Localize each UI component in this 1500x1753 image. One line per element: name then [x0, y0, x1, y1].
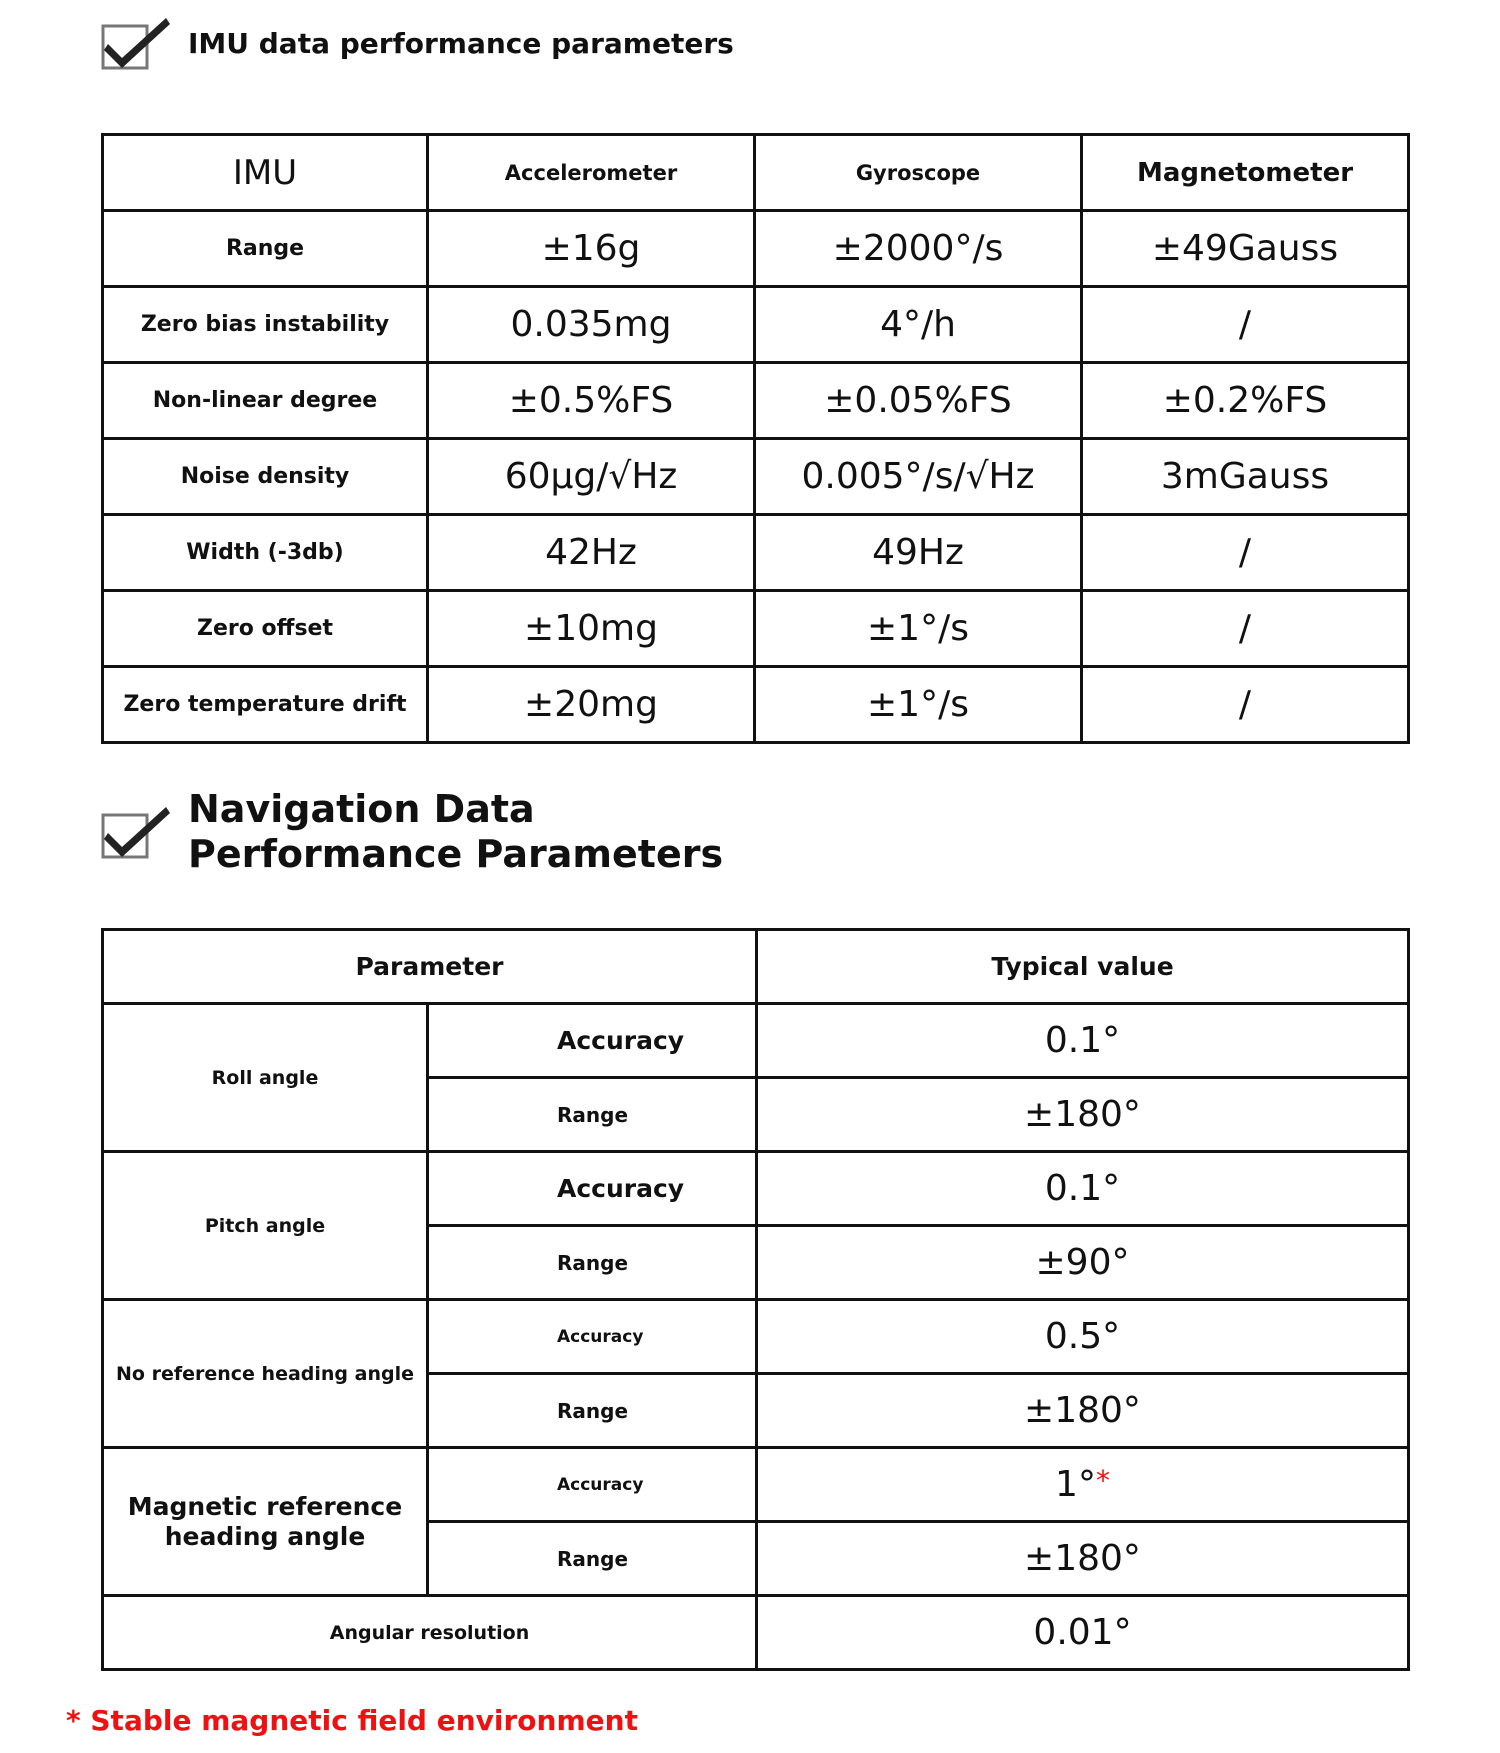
accelerometer-value: ±0.5%FS	[428, 363, 755, 439]
table-row	[103, 667, 1409, 743]
typical-value: ±90°	[757, 1226, 1409, 1300]
table-row	[103, 1448, 1409, 1522]
gyroscope-value: ±0.05%FS	[755, 363, 1082, 439]
gyroscope-value: 4°/h	[755, 287, 1082, 363]
table-row	[103, 1004, 1409, 1078]
typical-value: 0.5°	[757, 1300, 1409, 1374]
navigation-parameters-table	[101, 928, 1410, 1671]
table-row	[103, 363, 1409, 439]
accelerometer-value: ±10mg	[428, 591, 755, 667]
sub-label: Accuracy	[428, 1004, 757, 1078]
table-row	[103, 1596, 1409, 1670]
gyroscope-value: ±1°/s	[755, 667, 1082, 743]
typical-value: 0.1°	[757, 1004, 1409, 1078]
header-imu: IMU	[103, 135, 428, 211]
footnote-marker: *	[1095, 1464, 1110, 1497]
typical-value: ±180°	[757, 1374, 1409, 1448]
magnetometer-value: /	[1082, 515, 1409, 591]
header-accelerometer: Accelerometer	[428, 135, 755, 211]
sub-label: Range	[428, 1226, 757, 1300]
header-gyroscope: Gyroscope	[755, 135, 1082, 211]
checkbox-checked-icon	[100, 14, 172, 72]
row-label: Width (-3db)	[103, 515, 428, 591]
table-row	[103, 439, 1409, 515]
nav-title-line1: Navigation Data	[188, 787, 535, 831]
typical-value: ±180°	[757, 1522, 1409, 1596]
sub-label: Range	[428, 1078, 757, 1152]
table-header-row	[103, 930, 1409, 1004]
nav-section-title	[188, 787, 723, 877]
table-row	[103, 1152, 1409, 1226]
sub-label: Accuracy	[428, 1300, 757, 1374]
sub-label: Range	[428, 1374, 757, 1448]
typical-value: ±180°	[757, 1078, 1409, 1152]
imu-parameters-table	[101, 133, 1410, 744]
checkbox-checked-icon	[100, 803, 172, 861]
table-row	[103, 591, 1409, 667]
sub-label: Accuracy	[428, 1448, 757, 1522]
header-magnetometer: Magnetometer	[1082, 135, 1409, 211]
row-label: Non-linear degree	[103, 363, 428, 439]
accelerometer-value: ±20mg	[428, 667, 755, 743]
accelerometer-value: 60μg/√Hz	[428, 439, 755, 515]
sub-label: Accuracy	[428, 1152, 757, 1226]
group-label: No reference heading angle	[103, 1300, 428, 1448]
row-label: Zero bias instability	[103, 287, 428, 363]
gyroscope-value: ±2000°/s	[755, 211, 1082, 287]
group-label: Pitch angle	[103, 1152, 428, 1300]
nav-title-line2: Performance Parameters	[188, 832, 724, 876]
header-parameter: Parameter	[103, 930, 757, 1004]
table-row	[103, 1300, 1409, 1374]
footnote: * Stable magnetic field environment	[66, 1704, 638, 1737]
magnetometer-value: /	[1082, 287, 1409, 363]
gyroscope-value: 49Hz	[755, 515, 1082, 591]
row-label: Zero offset	[103, 591, 428, 667]
row-label: Range	[103, 211, 428, 287]
angular-resolution-label: Angular resolution	[103, 1596, 757, 1670]
table-row	[103, 287, 1409, 363]
typical-value: 0.1°	[757, 1152, 1409, 1226]
table-row	[103, 515, 1409, 591]
value-text: 1°	[1055, 1464, 1096, 1505]
row-label: Zero temperature drift	[103, 667, 428, 743]
magnetometer-value: 3mGauss	[1082, 439, 1409, 515]
accelerometer-value: ±16g	[428, 211, 755, 287]
gyroscope-value: ±1°/s	[755, 591, 1082, 667]
accelerometer-value: 0.035mg	[428, 287, 755, 363]
group-label: Roll angle	[103, 1004, 428, 1152]
row-label: Noise density	[103, 439, 428, 515]
group-label: Magnetic reference heading angle	[103, 1448, 428, 1596]
header-typical-value: Typical value	[757, 930, 1409, 1004]
angular-resolution-value: 0.01°	[757, 1596, 1409, 1670]
accelerometer-value: 42Hz	[428, 515, 755, 591]
table-row	[103, 211, 1409, 287]
imu-section-title: IMU data performance parameters	[188, 26, 734, 60]
gyroscope-value: 0.005°/s/√Hz	[755, 439, 1082, 515]
table-header-row	[103, 135, 1409, 211]
imu-section-heading	[100, 14, 734, 72]
magnetometer-value: /	[1082, 667, 1409, 743]
nav-section-heading	[100, 787, 723, 877]
sub-label: Range	[428, 1522, 757, 1596]
magnetometer-value: ±0.2%FS	[1082, 363, 1409, 439]
magnetometer-value: ±49Gauss	[1082, 211, 1409, 287]
magnetometer-value: /	[1082, 591, 1409, 667]
typical-value	[757, 1448, 1409, 1522]
